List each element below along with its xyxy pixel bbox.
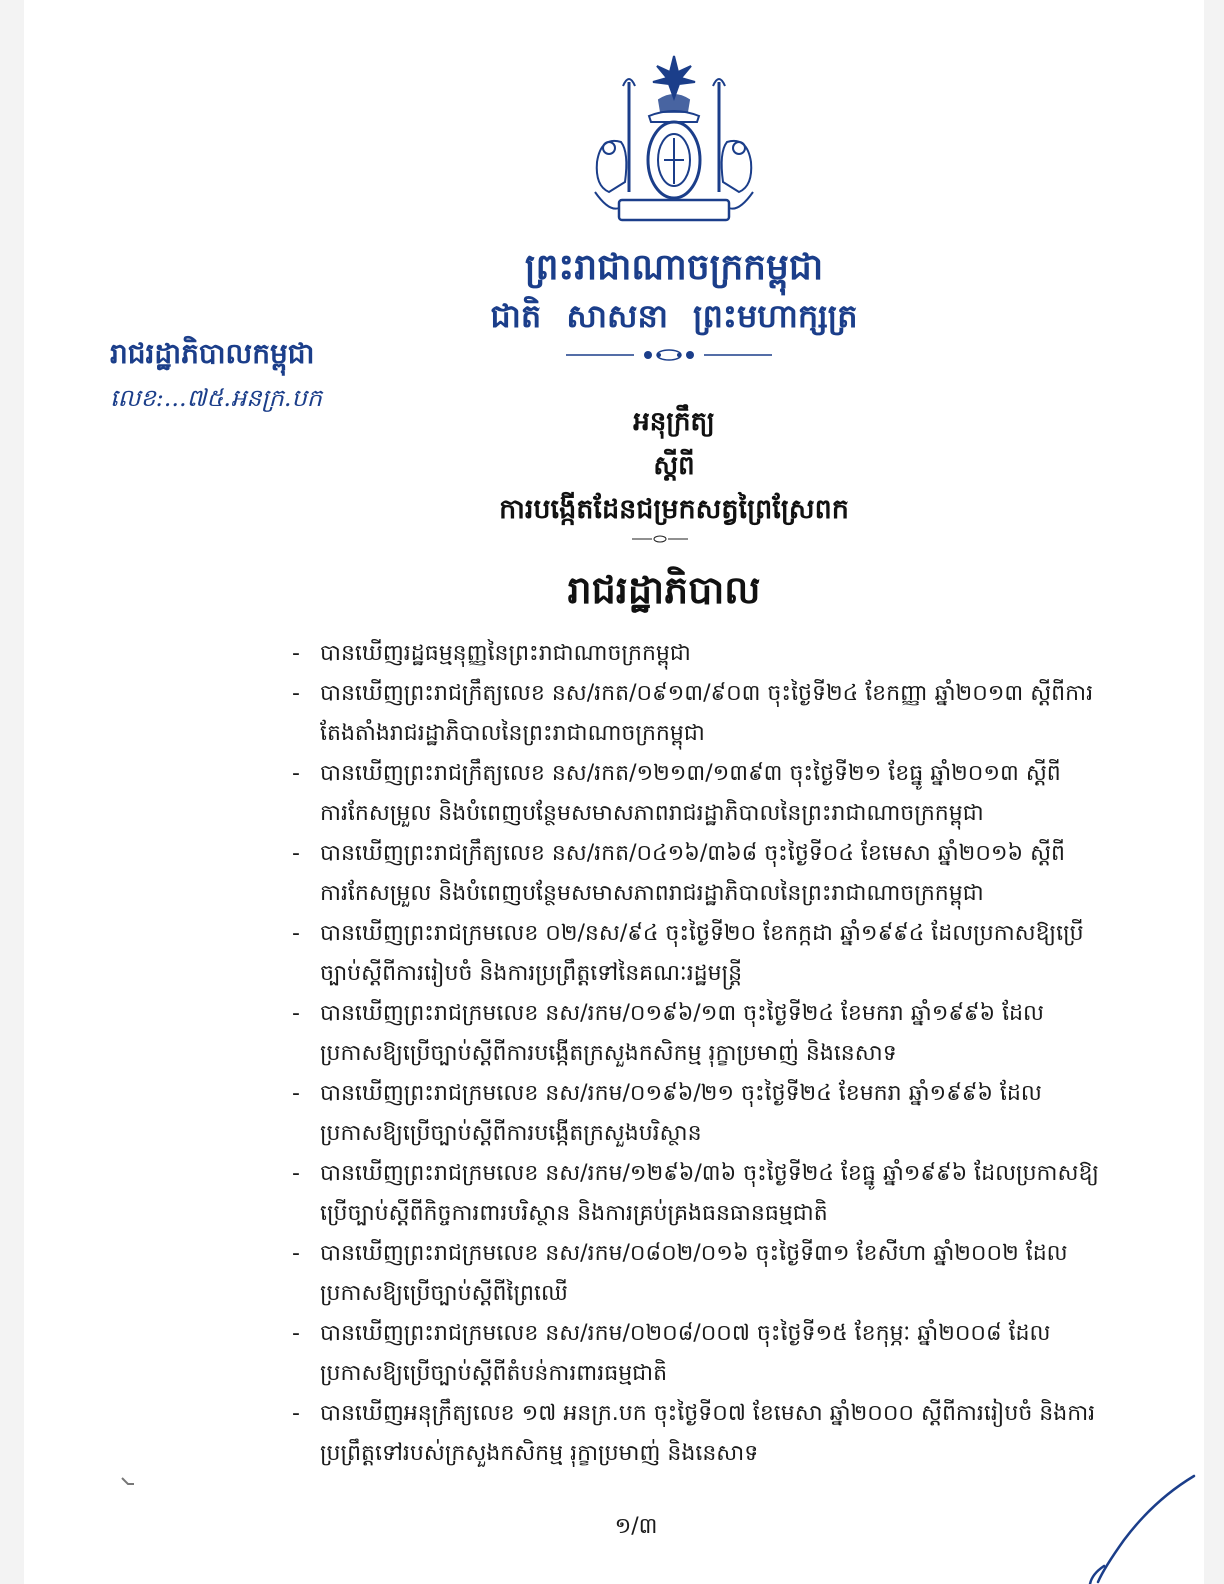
list-item: - បានឃើញព្រះរាជក្រមលេខ នស/រកម/០២០៨/០០៧ ចុះថ្ងៃទី១៥ ខែកុម្ភៈ ឆ្នាំ២០០៨ ដែលប្រកាសឱ្យប្រើច្បាប់ស្តីពីតំបន់ការពារធម្មជាតិ xyxy=(286,1314,1116,1394)
document-type: អនុក្រឹត្យ xyxy=(633,407,715,437)
list-item: - បានឃើញព្រះរាជក្រមលេខ ០២/នស/៩៤ ចុះថ្ងៃទី២០ ខែកក្កដា ឆ្នាំ១៩៩៤ ដែលប្រកាសឱ្យប្រើច្បាប់ស្តីពីការរៀបចំ និងការប្រព្រឹត្តទៅនៃគណៈរដ្ឋមន្ត្រី xyxy=(286,914,1116,994)
issuer-name: រាជរដ្ឋាភិបាលកម្ពុជា xyxy=(110,337,315,370)
royal-coat-of-arms-icon xyxy=(579,52,769,228)
signature-stroke-icon xyxy=(1084,1470,1204,1584)
divider-ornament-icon xyxy=(564,346,774,364)
small-divider-icon xyxy=(632,534,688,544)
paper-speck-icon xyxy=(118,1470,140,1492)
list-item: - បានឃើញអនុក្រឹត្យលេខ ១៧ អនក្រ.បក ចុះថ្ងៃទី០៧ ខែមេសា ឆ្នាំ២០០០ ស្តីពីការរៀបចំ និងការប្រព្រឹត្តទៅរបស់ក្រសួងកសិកម្ម រុក្ខាប្រមាញ់ និងនេសាទ xyxy=(286,1394,1116,1474)
list-item: - បានឃើញព្រះរាជក្រឹត្យលេខ នស/រកត/០៤១៦/៣៦៨ ចុះថ្ងៃទី០៤ ខែមេសា ឆ្នាំ២០១៦ ស្តីពីការកែសម្រួល និងបំពេញបន្ថែមសមាសភាពរាជរដ្ឋាភិបាលនៃព្រះរាជាណាចក្រកម្ពុជា xyxy=(286,834,1116,914)
title-about: ស្តីពី xyxy=(653,451,695,481)
document-number: លេខ:...៧៥.អនក្រ.បក xyxy=(110,384,322,412)
list-item: - បានឃើញព្រះរាជក្រមលេខ នស/រកម/០១៩៦/២១ ចុះថ្ងៃទី២៤ ខែមករា ឆ្នាំ១៩៩៦ ដែលប្រកាសឱ្យប្រើច្បាប់ស្តីពីការបង្កើតក្រសួងបរិស្ថាន xyxy=(286,1074,1116,1154)
considerations-list xyxy=(286,634,1116,1474)
issuing-authority xyxy=(110,336,410,418)
title-block xyxy=(404,400,944,532)
document-page xyxy=(24,0,1204,1584)
document-subject: ការបង្កើតដែនជម្រកសត្វព្រៃស្រែពក xyxy=(499,494,849,525)
kingdom-name: ព្រះរាជាណាចក្រកម្ពុជា xyxy=(524,246,824,288)
list-item: - បានឃើញព្រះរាជក្រមលេខ នស/រកម/០១៩៦/១៣ ចុះថ្ងៃទី២៤ ខែមករា ឆ្នាំ១៩៩៦ ដែលប្រកាសឱ្យប្រើច្បាប់ស្តីពីការបង្កើតក្រសួងកសិកម្ម រុក្ខាប្រមាញ់ និងនេសាទ xyxy=(286,994,1116,1074)
national-motto: ជាតិ សាសនា ព្រះមហាក្សត្រ xyxy=(490,297,858,335)
list-item: - បានឃើញព្រះរាជក្រមលេខ នស/រកម/១២៩៦/៣៦ ចុះថ្ងៃទី២៤ ខែធ្នូ ឆ្នាំ១៩៩៦ ដែលប្រកាសឱ្យប្រើច្បាប់ស្តីពីកិច្ចការពារបរិស្ថាន និងការគ្រប់គ្រងធនធានធម្មជាតិ xyxy=(286,1154,1116,1234)
list-item: - បានឃើញព្រះរាជក្រឹត្យលេខ នស/រកត/០៩១៣/៩០៣ ចុះថ្ងៃទី២៤ ខែកញ្ញា ឆ្នាំ២០១៣ ស្តីពីការតែងតាំងរាជរដ្ឋាភិបាលនៃព្រះរាជាណាចក្រកម្ពុជា xyxy=(286,674,1116,754)
list-item: - បានឃើញព្រះរាជក្រមលេខ នស/រកម/០៨០២/០១៦ ចុះថ្ងៃទី៣១ ខែសីហា ឆ្នាំ២០០២ ដែលប្រកាសឱ្យប្រើច្បាប់ស្តីពីព្រៃឈើ xyxy=(286,1234,1116,1314)
page-number: ១/៣ xyxy=(614,1514,658,1539)
list-item: - បានឃើញរដ្ឋធម្មនុញ្ញនៃព្រះរាជាណាចក្រកម្ពុជា xyxy=(286,634,1116,674)
section-heading: រាជរដ្ឋាភិបាល xyxy=(567,567,761,612)
list-item: - បានឃើញព្រះរាជក្រឹត្យលេខ នស/រកត/១២១៣/១៣៩៣ ចុះថ្ងៃទី២១ ខែធ្នូ ឆ្នាំ២០១៣ ស្តីពីការកែសម្រួល និងបំពេញបន្ថែមសមាសភាពរាជរដ្ឋាភិបាលនៃព្រះរាជាណាចក្រកម្ពុជា xyxy=(286,754,1116,834)
